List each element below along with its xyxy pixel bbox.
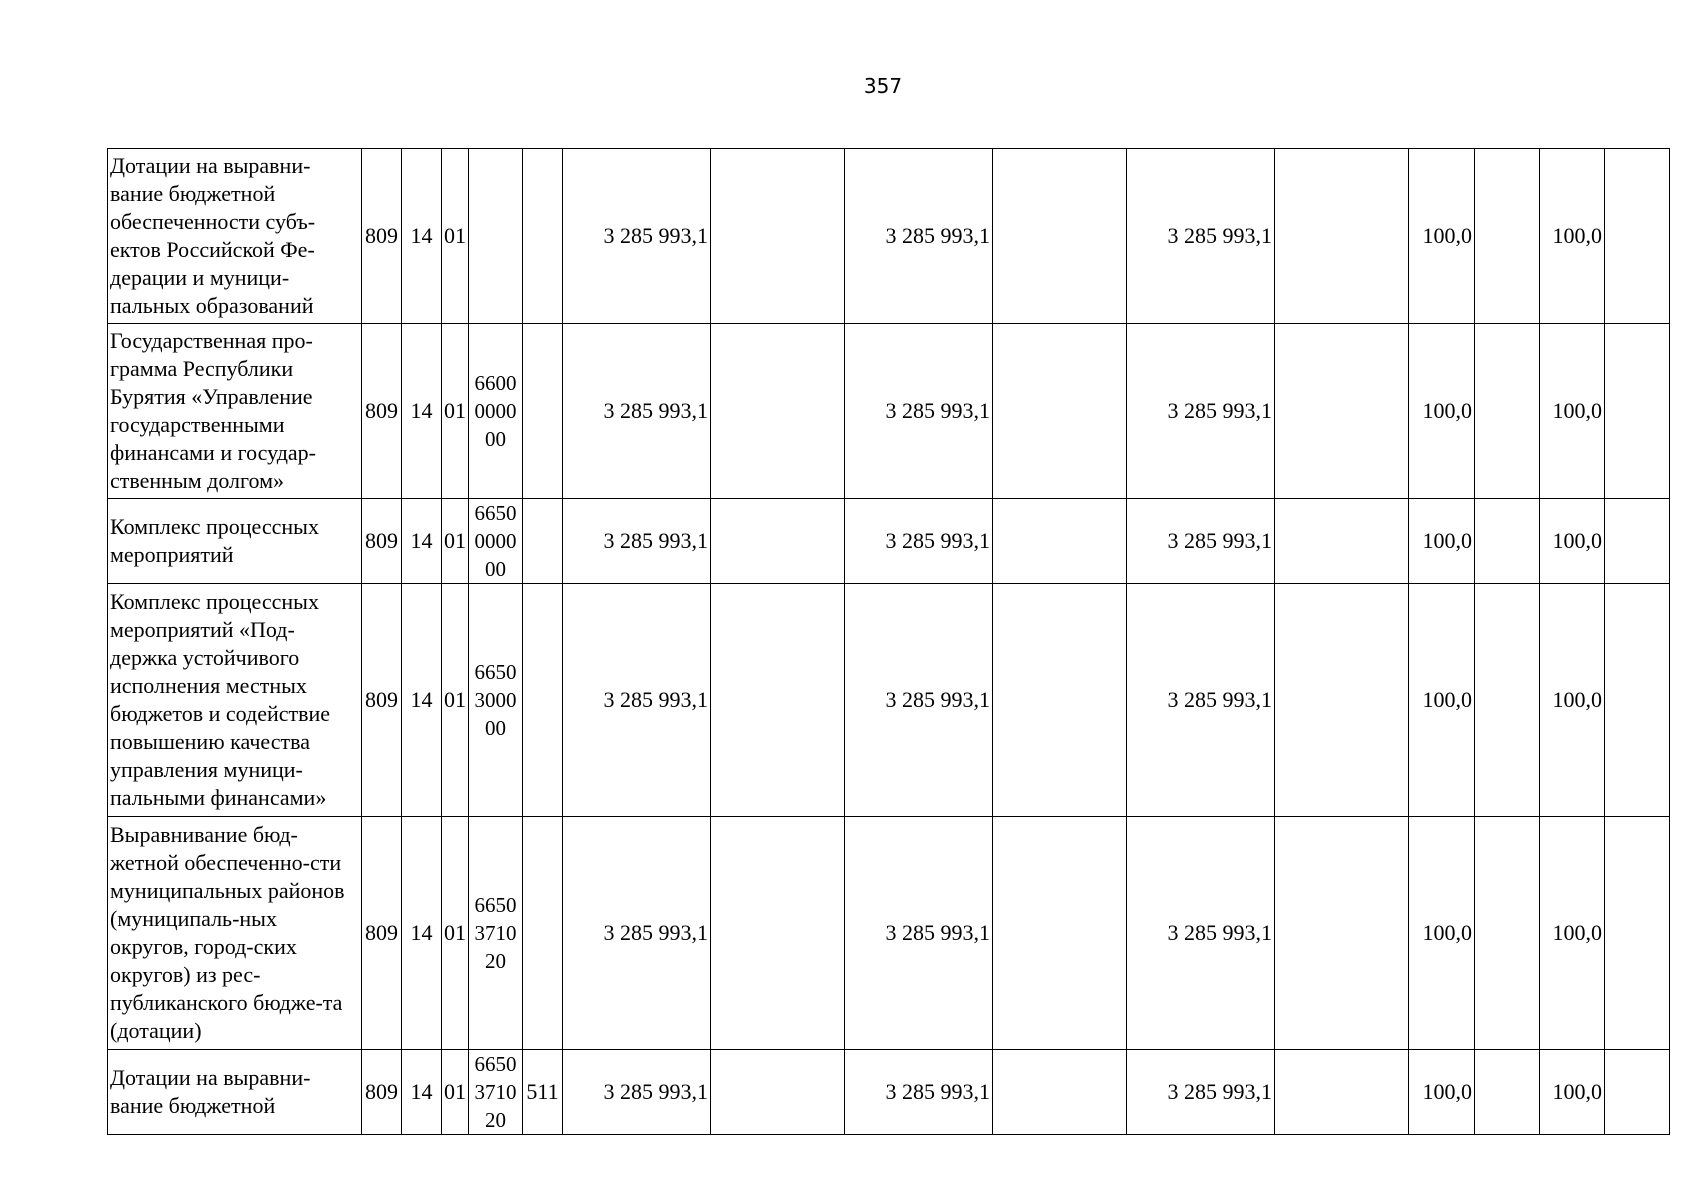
percent-cell-1: 100,0 xyxy=(1409,499,1475,584)
percent-cell-1: 100,0 xyxy=(1409,1050,1475,1135)
gr-code-cell: 809 xyxy=(362,817,402,1050)
percent-cell-2: 100,0 xyxy=(1540,1050,1605,1135)
table-row xyxy=(108,1050,1670,1135)
sum-executed-cell: 3 285 993,1 xyxy=(1127,149,1275,324)
pr-code-cell: 01 xyxy=(442,817,469,1050)
empty-cell xyxy=(1275,817,1409,1050)
empty-cell xyxy=(993,324,1127,499)
sum-refined-cell: 3 285 993,1 xyxy=(845,817,993,1050)
empty-cell xyxy=(993,817,1127,1050)
rz-code-cell: 14 xyxy=(402,584,442,817)
sum-executed-cell: 3 285 993,1 xyxy=(1127,817,1275,1050)
vr-code-cell xyxy=(523,149,563,324)
empty-cell xyxy=(1475,1050,1540,1135)
empty-cell xyxy=(1275,1050,1409,1135)
empty-cell xyxy=(711,324,845,499)
sum-approved-cell: 3 285 993,1 xyxy=(563,584,711,817)
pr-code-cell: 01 xyxy=(442,324,469,499)
rz-code-cell: 14 xyxy=(402,499,442,584)
table-body xyxy=(108,149,1670,1135)
gr-code-cell: 809 xyxy=(362,149,402,324)
empty-cell xyxy=(1275,584,1409,817)
csr-code-cell: 6650 3710 20 xyxy=(469,817,523,1050)
table-row xyxy=(108,324,1670,499)
pr-code-cell: 01 xyxy=(442,499,469,584)
vr-code-cell xyxy=(523,584,563,817)
sum-executed-cell: 3 285 993,1 xyxy=(1127,1050,1275,1135)
percent-cell-2: 100,0 xyxy=(1540,149,1605,324)
row-name-cell: Комплекс процессных мероприятий «Под-держка устойчивого исполнения местных бюджетов и содействие повышению качества управления муници-пальными финансами» xyxy=(108,584,362,817)
sum-executed-cell: 3 285 993,1 xyxy=(1127,584,1275,817)
percent-cell-1: 100,0 xyxy=(1409,324,1475,499)
csr-code-cell: 6600 0000 00 xyxy=(469,324,523,499)
row-name-cell: Дотации на выравни-вание бюджетной обеспеченности субъ-ектов Российской Фе-дерации и муници-пальных образований xyxy=(108,149,362,324)
sum-approved-cell: 3 285 993,1 xyxy=(563,324,711,499)
csr-code-cell: 6650 3000 00 xyxy=(469,584,523,817)
empty-cell xyxy=(1275,324,1409,499)
empty-cell xyxy=(993,1050,1127,1135)
csr-code-cell: 6650 3710 20 xyxy=(469,1050,523,1135)
empty-cell xyxy=(711,584,845,817)
table-row xyxy=(108,499,1670,584)
percent-cell-2: 100,0 xyxy=(1540,817,1605,1050)
sum-executed-cell: 3 285 993,1 xyxy=(1127,499,1275,584)
gr-code-cell: 809 xyxy=(362,499,402,584)
vr-code-cell xyxy=(523,499,563,584)
percent-cell-1: 100,0 xyxy=(1409,817,1475,1050)
rz-code-cell: 14 xyxy=(402,324,442,499)
row-name-cell: Дотации на выравни-вание бюджетной xyxy=(108,1050,362,1135)
row-name-cell: Комплекс процессных мероприятий xyxy=(108,499,362,584)
empty-cell xyxy=(1475,817,1540,1050)
empty-cell xyxy=(993,499,1127,584)
row-name-cell: Государственная про-грамма Республики Бурятия «Управление государственными финансами и государ-ственным долгом» xyxy=(108,324,362,499)
empty-cell xyxy=(711,1050,845,1135)
rz-code-cell: 14 xyxy=(402,149,442,324)
percent-cell-2: 100,0 xyxy=(1540,499,1605,584)
empty-cell xyxy=(1475,149,1540,324)
table-row xyxy=(108,584,1670,817)
page-number: 357 xyxy=(863,74,903,98)
table-row xyxy=(108,817,1670,1050)
budget-table xyxy=(107,148,1670,1135)
empty-cell xyxy=(1275,499,1409,584)
empty-cell xyxy=(711,149,845,324)
pr-code-cell: 01 xyxy=(442,1050,469,1135)
empty-cell xyxy=(1605,149,1670,324)
rz-code-cell: 14 xyxy=(402,1050,442,1135)
empty-cell xyxy=(711,817,845,1050)
sum-approved-cell: 3 285 993,1 xyxy=(563,1050,711,1135)
row-name-cell: Выравнивание бюд-жетной обеспеченно-сти муниципальных районов (муниципаль-ных округов, город-ских округов) из рес-публиканского бюдже-та (дотации) xyxy=(108,817,362,1050)
sum-approved-cell: 3 285 993,1 xyxy=(563,149,711,324)
empty-cell xyxy=(1475,584,1540,817)
sum-refined-cell: 3 285 993,1 xyxy=(845,149,993,324)
pr-code-cell: 01 xyxy=(442,584,469,817)
empty-cell xyxy=(1275,149,1409,324)
vr-code-cell xyxy=(523,817,563,1050)
sum-approved-cell: 3 285 993,1 xyxy=(563,499,711,584)
pr-code-cell: 01 xyxy=(442,149,469,324)
gr-code-cell: 809 xyxy=(362,584,402,817)
rz-code-cell: 14 xyxy=(402,817,442,1050)
percent-cell-2: 100,0 xyxy=(1540,324,1605,499)
empty-cell xyxy=(711,499,845,584)
sum-approved-cell: 3 285 993,1 xyxy=(563,817,711,1050)
empty-cell xyxy=(1605,324,1670,499)
percent-cell-2: 100,0 xyxy=(1540,584,1605,817)
table-row xyxy=(108,149,1670,324)
sum-executed-cell: 3 285 993,1 xyxy=(1127,324,1275,499)
sum-refined-cell: 3 285 993,1 xyxy=(845,1050,993,1135)
empty-cell xyxy=(1605,584,1670,817)
vr-code-cell xyxy=(523,324,563,499)
sum-refined-cell: 3 285 993,1 xyxy=(845,324,993,499)
empty-cell xyxy=(1605,817,1670,1050)
csr-code-cell: 6650 0000 00 xyxy=(469,499,523,584)
empty-cell xyxy=(1605,499,1670,584)
sum-refined-cell: 3 285 993,1 xyxy=(845,584,993,817)
sum-refined-cell: 3 285 993,1 xyxy=(845,499,993,584)
empty-cell xyxy=(1475,324,1540,499)
percent-cell-1: 100,0 xyxy=(1409,149,1475,324)
empty-cell xyxy=(993,149,1127,324)
gr-code-cell: 809 xyxy=(362,324,402,499)
vr-code-cell: 511 xyxy=(523,1050,563,1135)
csr-code-cell xyxy=(469,149,523,324)
empty-cell xyxy=(993,584,1127,817)
percent-cell-1: 100,0 xyxy=(1409,584,1475,817)
gr-code-cell: 809 xyxy=(362,1050,402,1135)
empty-cell xyxy=(1605,1050,1670,1135)
empty-cell xyxy=(1475,499,1540,584)
